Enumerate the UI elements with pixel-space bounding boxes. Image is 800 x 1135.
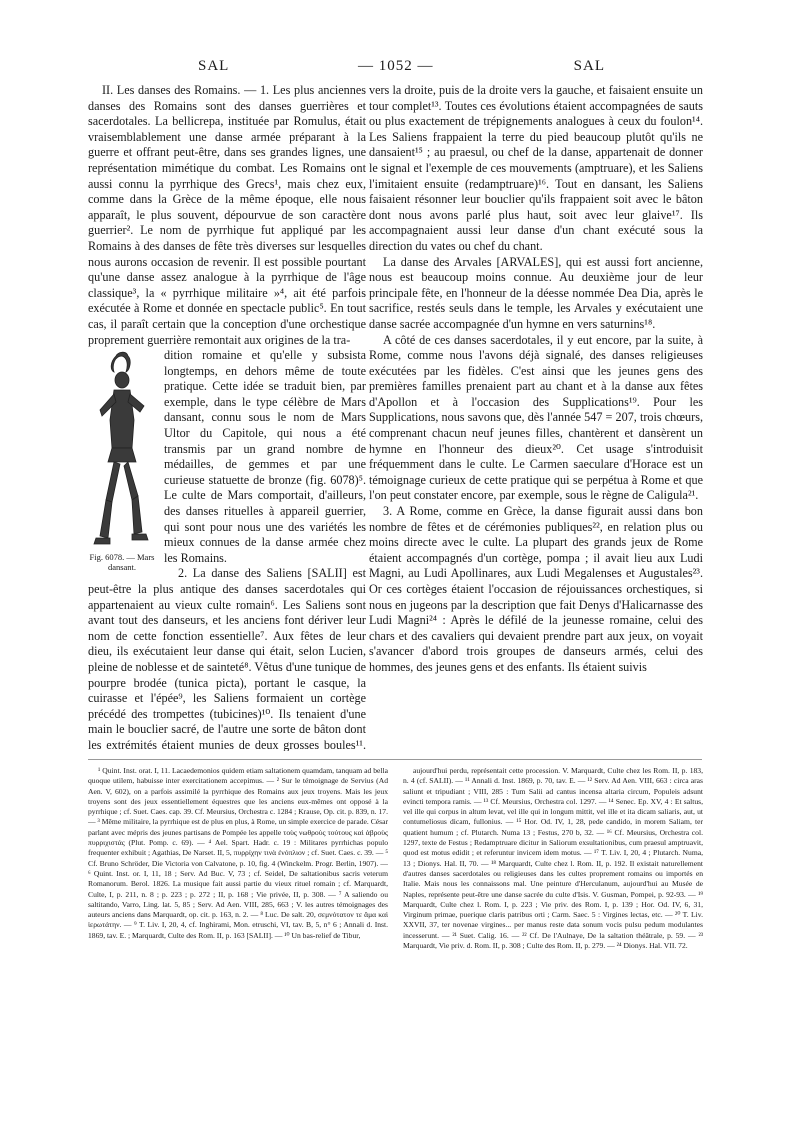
page-number: — 1052 — bbox=[358, 58, 434, 74]
right-column bbox=[369, 83, 703, 751]
left-column bbox=[88, 83, 366, 751]
figure-caption: Fig. 6078. — Mars dansant. bbox=[89, 552, 155, 573]
paragraph-fetes-publiques: 3. A Rome, comme en Grèce, la danse figurait aussi dans bon nombre de fêtes et de cérémonies publiques²², en relation plus ou moins directe avec le culte. La plupart des grands jeux de Rome étaient accompagnés d'un cortège, pompa ; il avait lieu aux Ludi Magni, au Ludi Apollinares, aux Ludi Megalenses et Augustales²³. Or ces cortèges étaient l'occasion de réjouissances orchestiques, si nous en jugeons par la description que fait Denys d'Halicarnasse des Ludi Magni²⁴ : Après le défilé de la jeunesse romaine, celui des chars et des cavaliers qui devaient prendre part aux jeux, on voyait s'avancer d'abord trois groupes de danseurs armés, celui des hommes, des jeunes gens et des enfants. Ils étaient suivis bbox=[369, 504, 703, 674]
header-right-keyword: SAL bbox=[573, 58, 605, 74]
footnotes-right-text: aujourd'hui perdu, représentait cette procession. V. Marquardt, Culte chez les Rom. II, p. 183, n. 4 (cf. SALII). — ¹¹ Annali d. Inst. 1869, p. 70, tav. E. — ¹² Serv. Ad Aen. VIII, 663 : circa aras saliunt et tripudiant ; VIII, 285 : Tum Salii ad cantus incensa altaria circum, Populeis adsunt evincti tempora ramis. — ¹³ Cf. Meursius, Orchestra col. 1297. — ¹⁴ Senec. Ep. XV, 4 : Et saltus, vel ille qui corpus in altum levat, vel ille qui in longum mittit, vel ille et ita dicam saliaris, aut, ut contumeliosus dicam, fullonius. — ¹⁵ Hor. Od. IV, 1, 28, pede candido, in morem Saliam, ter quatient humum ; cf. Plutarch. Numa 13 ; Festus, 270 b, 32. — ¹⁶ Cf. Meursius, Orchestra col. 1297, texte de Festus ; Redamptruare dicitur in Saliorum exsultationibus, cum praesul amptruavit, quod est motus edidit ; et referuntur invicem idem motus. — ¹⁷ T. Liv. I, 20, 4 ; Plutarch. Numa, 13 ; Dionys. Hal. II, 70. — ¹⁸ Marquardt, Culte chez l. Rom. II, p. 192. Il existait naturellement d'autres danses sacerdotales ou religieuses dans les cultes proprement romains ou importés en Italie. Mais nous les connaissons mal. Une peinture d'Herculanum, aujourd'hui au Musée de Naples, représente peut-être une danse sacrée du culte d'Isis. V. Gusman, Pompei, p. 92-93. — ¹⁹ Marquardt, Culte chez l. Rom. I, p. 223 ; Vie priv. des Rom. I, p. 139 ; Hor. Od. IV, 6, 31, Virginum primae, puerique claris patribus orti ; Carm. Saec. 5 : Virgines lectas, etc. — ²⁰ T. Liv. XXVII, 37, ter novenae virgines... per manus reste data sonum vocis pulsu pedum modulantes incesserunt. — ²¹ Suet. Calig. 16. — ²² Cf. De l'Aulnaye, De la saltation théâtrale, p. 59. — ²³ Marquardt, Vie priv. d. Rom. II, p. 308 ; Culte des Rom. II, p. 279. — ²⁴ Dionys. Hal. VII. 72. bbox=[403, 766, 703, 951]
footnote-separator bbox=[88, 759, 702, 760]
paragraph-danse-des-arvales: La danse des Arvales [ARVALES], qui est aussi fort ancienne, nous est beaucoup moins connue. Au deuxième jour de leur principale fête, en l'honneur de la déesse nommée Dea Dia, après le sacrifice, restés seuls dans le temple, les Arvales y exécutaient une danse sacrée accompagnée d'un hymne en vers saturnins¹⁸. bbox=[369, 254, 703, 331]
footnotes-left bbox=[88, 766, 388, 1066]
footnotes-left-text: ¹ Quint. Inst. orat. I, 11. Lacaedemonios quidem etiam saltationem quamdam, tanquam ad bella quoque utilem, habuisse inter exercitationem accepimus. — ² Sur le témoignage de Servius (Ad Aen. V, 602), on a parfois assimilé la pyrrhique des Romains aux jeux troyens. Mais les jeux troyens sont des jeux essentiellement équestres que les anciens eux-mêmes ont opposé à la pyrrhique ; cf. Suet. Caes. cap. 39. Cf. Meursius, Orchestra c. 1284 ; Krause, Op. cit. p. 839, n. 17. — ³ Même militaire, la pyrrhique est de plus en plus, à Rome, un simple exercice de parade. César parlant avec mépris des jeunes partisans de Pompée les appelle τοὺς νωθροὺς τούτους καὶ ἁβροὺς πυρριχιστάς (Plut. Pomp. c. 69). — ⁴ Ael. Spart. Hadr. c. 19 : Militares pyrrhichas populo frequenter exhibuit ; Agathias, De Narset. II, 5, πυρρίχην τινὰ ἐνόπλιον ; cf. Suet. Caes. c. 39. — ⁵ Cf. Bruno Schröder, Die Victoria von Calvatone, p. 10, fig. 4 (Winckelm. Progr. Berlin, 1907). — ⁶ Quint. Inst. or. I, 11, 18 ; Serv. Ad Buc. V, 73 ; cf. Seidel, De saltationibus sacris veterum Romanorum. Berol. 1826. La musique fait aussi partie du vieux rituel romain ; cf. Marquardt, Culte, I, p. 211, n. 8 ; p. 223 ; p. 272 ; II, p. 168 ; Vie privée, II, p. 308. — ⁷ A saliendo ou saltitando, Varro, Ling. lat. 5, 85 ; Serv. Ad Aen. VIII, 285, 663 ; V. les autres témoignages des auteurs anciens dans Marquardt, op. cit. p. 163, n. 2. — ⁸ Luc. De salt. 20, σεμνότατον τε ἅμα καὶ ἱερωτάτην. — ⁹ T. Liv. I, 20, 4, cf. Inghirami, Mon. etruschi, VI, tav. B, 5, n° 6 ; Annali d. Inst. 1869, tav. E. ; Marquardt, Culte des Rom. II, p. 163 [SALII]. — ¹⁰ Un bas-relief de Tibur, bbox=[88, 766, 388, 940]
paragraph-evolutions-saliens: vers la droite, puis de la droite vers la gauche, et faisaient ensuite un tour complet¹³. Toutes ces évolutions étaient accompagnées de sauts ou plus exactement de trépignements analogues à ceux du foulon¹⁴. Les Saliens frappaient la terre du pied beaucoup plutôt qu'ils ne dansaient¹⁵ ; au praesul, ou chef de la danse, appartenait de donner le signal et l'exemple de ces mouvements (amptruare), et les Saliens l'imitaient ensuite (redamptruare)¹⁶. Tout en dansant, les Saliens faisaient résonner leur bouclier qu'ils frappaient soit avec le bâton dont nous avons parlé plus haut, soit avec leur glaive¹⁷. Ils accompagnaient aussi leur danse d'un chant exécuté sous la direction du vates ou chef du chant. bbox=[369, 83, 703, 253]
header-left-keyword: SAL bbox=[198, 58, 230, 74]
paragraph-danse-des-saliens: 2. La danse des Saliens [SALII] est peut-être la plus antique des danses sacerdotales qui appartenaient au vieux culte romain⁶. Les Saliens sont avant tout des danseurs, et les anciens font dériver leur nom de cette fonction essentielle⁷. Aux fêtes de leur dieu, ils exécutaient leur danse qui était, selon Lucien, pleine de noblesse et de sainteté⁸. Vêtus d'une tunique de pourpre brodée (tunica picta), portant le casque, la cuirasse et l'épée⁹, les Saliens formaient un cortège précédé des trompettes (tubicines)¹⁰. Ils tenaient d'une main le bouclier sacré, de l'autre une sorte de bâton dont les extrémités étaient munies de deux grosses boules¹¹. bbox=[88, 566, 366, 751]
figure-mars-dansant bbox=[88, 350, 156, 572]
paragraph-danses-religieuses: A côté de ces danses sacerdotales, il y eut encore, par la suite, à Rome, comme nous l'avons déjà signalé, des danses religieuses exécutées par les fidèles. C'est ainsi que les jeunes gens des premières familles prenaient part au chant et à la danse aux fêtes d'Apollon et à l'occasion des Supplications¹⁹. Pour les Supplications, nous savons que, dès l'année 547 = 207, trois chœurs, comprenant chacun neuf jeunes filles, chantèrent et dansèrent un hymne en l'honneur des dieux²⁰. Cet usage s'introduisit fréquemment dans le culte. Le Carmen saeculare d'Horace est un témoignage curieux de cette pratique qui se perpétua à Rome et que l'on peut constater encore, par exemple, sous le règne de Caligula²¹. bbox=[369, 332, 703, 503]
paragraph-tradition-romaine: dition romaine et qu'elle y subsista longtemps, en dehors même de toute pratique. Cette idée se traduit bien, par exemple, dans le type célèbre de Mars dansant, connu sous le nom de Mars Ultor du Capitole, qui nous a été transmis par un grand nombre de médailles, de gemmes et par une curieuse statuette de bronze (fig. 6078)⁵. Le culte de Mars comportait, d'ailleurs, des danses rituelles à appareil guerrier, qui sont pour nous une des variétés les mieux connues de la danse armée chez les Romains. bbox=[164, 348, 366, 565]
paragraph-danses-des-romains: II. Les danses des Romains. — 1. Les plus anciennes danses des Romains sont des danses guerrières et sacerdotales. La bellicrepa, instituée par Romulus, était vraisemblablement une danse armée préparant à la guerre et offrant peut-être, dans ses grandes lignes, une représentation mimétique du combat. Les Romains ont aussi connu la pyrrhique des Grecs¹, mais chez eux, comme dans la Grèce de la même époque, elle nous apparaît, le plus souvent, dépourvue de son caractère guerrier². Le nom de pyrrhique fut appliqué par les Romains à des danses de fête très diverses sur lesquelles nous aurons occasion de revenir. Il est possible pourtant qu'une danse assez analogue à la pyrrhique de l'âge classique³, la « pyrrhique militaire »⁴, ait été parfois exécutée à Rome et donnée en spectacle public⁵. En tout cas, il paraît certain que la conception d'une orchestique proprement guerrière remontait aux origines de la tra- bbox=[88, 83, 366, 347]
mars-statuette-illustration bbox=[92, 350, 152, 550]
footnotes-right bbox=[403, 766, 703, 1066]
running-header bbox=[88, 58, 710, 78]
